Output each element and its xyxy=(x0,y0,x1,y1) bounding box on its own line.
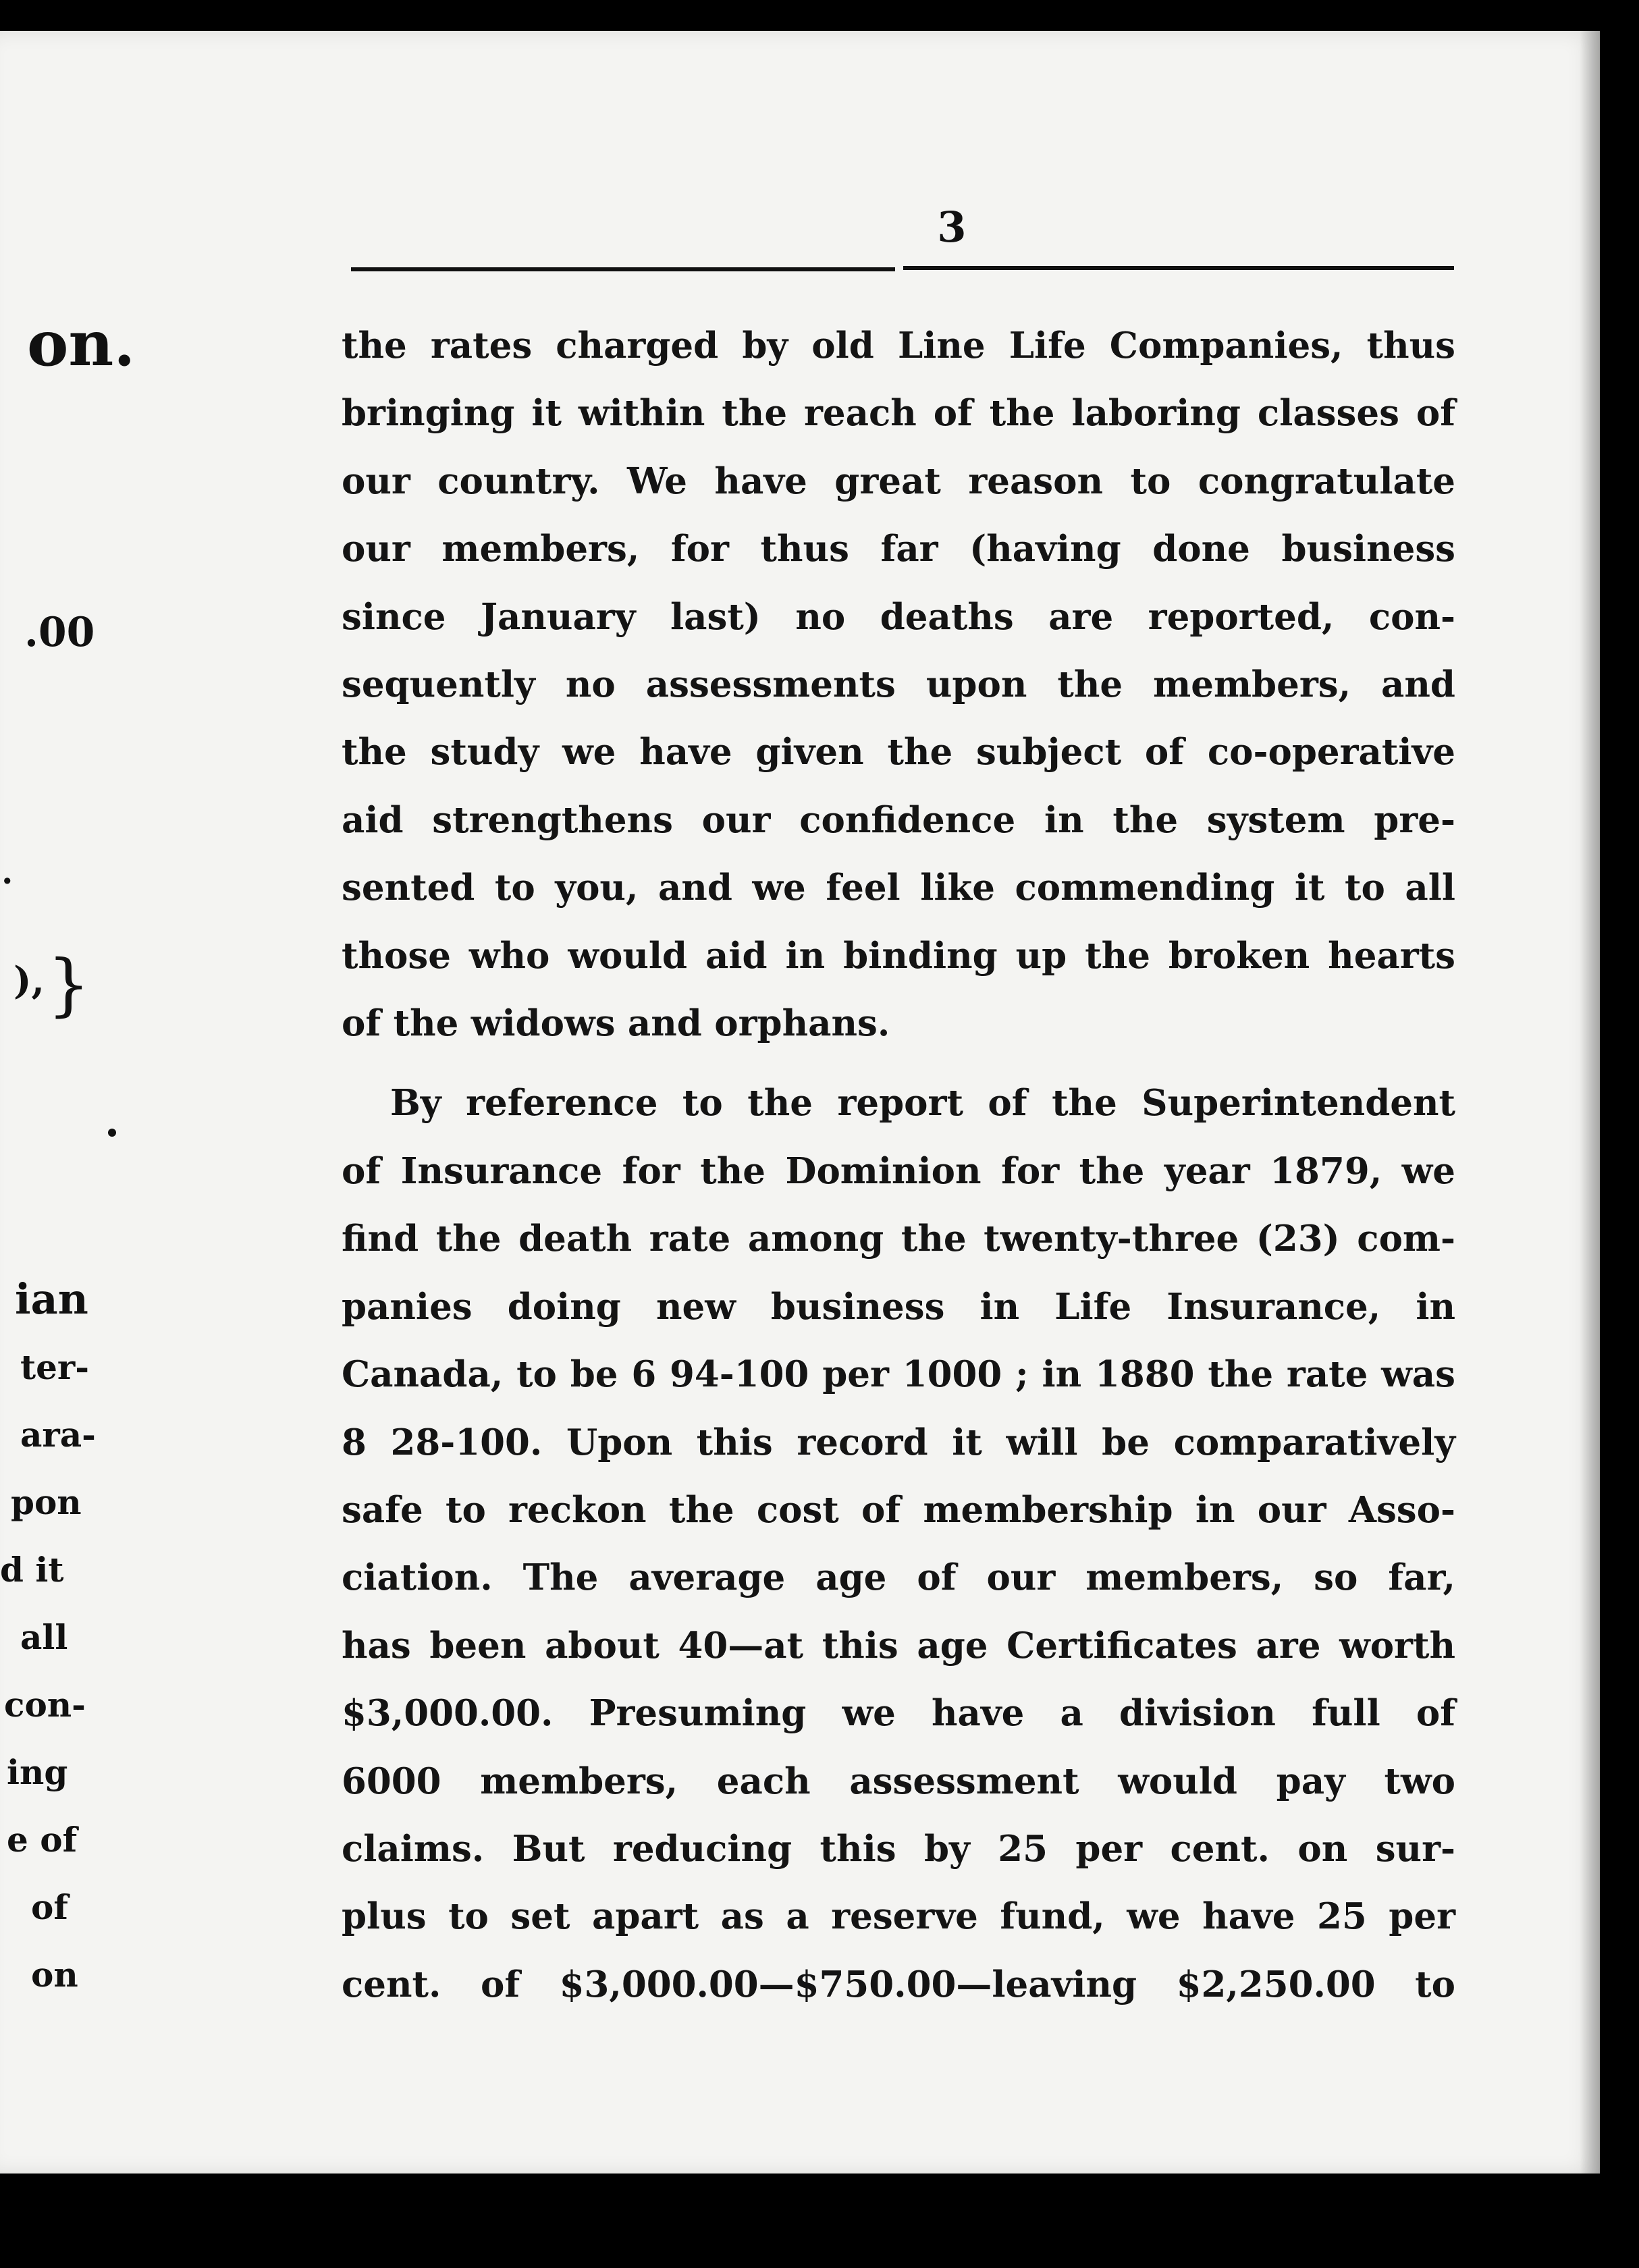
text-line: safe to reckon the cost of membership in our Asso- xyxy=(342,1488,1455,1531)
text-line: cent. of $3,000.00—$750.00—leaving $2,250.00 to xyxy=(342,1963,1455,2005)
fragment-all: all xyxy=(20,1617,68,1657)
paragraph-2 xyxy=(342,1069,1455,2018)
fragment-ter: ter- xyxy=(20,1347,90,1387)
text-line: of the widows and orphans. xyxy=(342,1002,890,1045)
paragraph-1 xyxy=(342,312,1455,1057)
fragment-of: of xyxy=(31,1887,68,1927)
page-edge-shadow xyxy=(1580,31,1600,2174)
fragment-d-it: d it xyxy=(0,1550,64,1590)
text-line: 8 28-100. Upon this record it will be comparatively xyxy=(342,1421,1455,1463)
fragment-brace: } xyxy=(47,945,90,1024)
fragment-ing: ing xyxy=(7,1752,68,1792)
fragment-con: con- xyxy=(4,1685,86,1725)
fragment-on: on xyxy=(31,1955,78,1995)
text-line: our country. We have great reason to congratulate xyxy=(342,460,1455,502)
fragment-pon: pon xyxy=(11,1482,82,1522)
text-line: has been about 40—at this age Certificates are worth xyxy=(342,1624,1455,1667)
fragment-e-of: e of xyxy=(7,1820,78,1860)
text-line: aid strengthens our confidence in the system pre- xyxy=(342,799,1455,841)
fragment-amount: .00 xyxy=(24,609,95,656)
text-line: those who would aid in binding up the broken hearts xyxy=(342,934,1455,977)
text-line: our members, for thus far (having done business xyxy=(342,528,1455,570)
fragment-paren: ), xyxy=(14,959,45,1003)
fragment-period: . xyxy=(1,852,14,892)
header-rule-left xyxy=(351,267,895,271)
text-line: $3,000.00. Presuming we have a division full of xyxy=(342,1692,1455,1735)
text-line: the study we have given the subject of co-operative xyxy=(342,731,1455,774)
text-line: of Insurance for the Dominion for the year 1879, we xyxy=(342,1150,1455,1192)
fragment-ian: ian xyxy=(15,1274,88,1324)
text-line: 6000 members, each assessment would pay two xyxy=(342,1760,1455,1802)
text-line: Canada, to be 6 94-100 per 1000 ; in 1880 the rate was xyxy=(342,1353,1455,1396)
text-line: claims. But reducing this by 25 per cent. on sur- xyxy=(342,1827,1455,1870)
text-line: ciation. The average age of our members, so far, xyxy=(342,1557,1455,1599)
body-text-column xyxy=(342,312,1455,2018)
fragment-ara: ara- xyxy=(20,1415,96,1455)
text-line: bringing it within the reach of the laboring classes of xyxy=(342,392,1455,435)
page-number: 3 xyxy=(937,202,967,252)
text-line: sequently no assessments upon the members, and xyxy=(342,664,1455,706)
text-line: plus to set apart as a reserve fund, we have 25 per xyxy=(342,1895,1455,1938)
header-rule-right xyxy=(903,266,1454,270)
text-line: sented to you, and we feel like commending it to all xyxy=(342,867,1455,909)
text-line: find the death rate among the twenty-three (23) com- xyxy=(342,1218,1455,1260)
adjacent-page-fragment xyxy=(0,0,136,2268)
text-line: since January last) no deaths are reported, con- xyxy=(342,595,1455,638)
text-line: panies doing new business in Life Insurance, in xyxy=(342,1285,1455,1328)
ink-dot xyxy=(108,1129,116,1137)
text-line: By reference to the report of the Superintendent xyxy=(390,1082,1455,1125)
text-line: the rates charged by old Line Life Companies, thus xyxy=(342,325,1455,367)
fragment-heading: on. xyxy=(27,307,136,380)
